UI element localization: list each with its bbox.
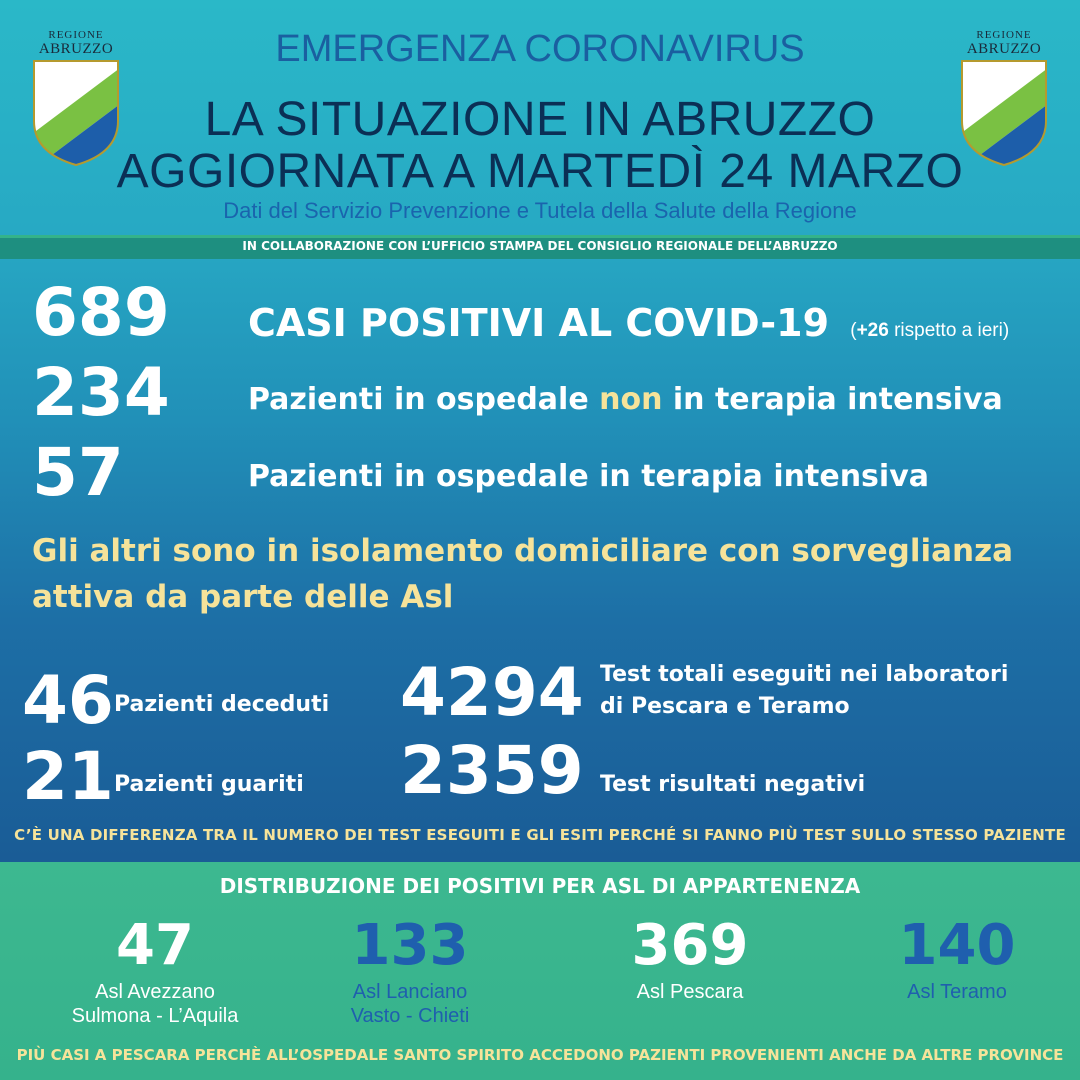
isolamento-line-1: Gli altri sono in isolamento domiciliare con sorveglianza [32,533,1014,569]
asl-count: 140 [898,913,1016,978]
deceduti-number: 46 [22,662,114,739]
asl-card-lanciano [305,913,515,1028]
asl-card-avezzano [50,913,260,1028]
asl-card-pescara [585,913,795,1004]
asl-name-line-1: Asl Lanciano [352,981,468,1003]
collaboration-text: IN COLLABORAZIONE CON L’UFFICIO STAMPA DEL CONSIGLIO REGIONALE DELL’ABRUZZO [242,239,838,253]
logo-text-regione: REGIONE [48,29,104,41]
ospedale-label-non: non [599,382,663,417]
positivi-row [248,301,1010,345]
ospedale-number: 234 [32,354,170,431]
coat-of-arms-icon [28,57,124,169]
asl-name-line-2: Vasto - Chieti [350,1005,470,1027]
asl-name-line-1: Asl Avezzano [95,981,215,1003]
asl-count: 369 [631,913,749,978]
logo-text-regione: REGIONE [976,29,1032,41]
regione-abruzzo-logo-left [28,30,124,178]
asl-name-line-2: Sulmona - L’Aquila [71,1005,239,1027]
test-totali-label-1: Test totali eseguiti nei laboratori [600,662,1009,687]
test-negativi-label: Test risultati negativi [600,772,866,797]
test-totali-label-2: di Pescara e Teramo [600,694,850,719]
asl-name-line-1: Asl Pescara [636,981,744,1003]
intensiva-label: Pazienti in ospedale in terapia intensiva [248,459,929,494]
logo-text-abruzzo: ABRUZZO [966,40,1042,57]
title-line-1: LA SITUAZIONE IN ABRUZZO [204,93,876,146]
test-totali-number: 4294 [400,654,584,731]
ospedale-label-post: in terapia intensiva [662,382,1003,417]
pescara-footer-note: PIÙ CASI A PESCARA PERCHÈ ALL’OSPEDALE SANTO SPIRITO ACCEDONO PAZIENTI PROVENIENTI ANCHE DA ALTRE PROVINCE [16,1046,1064,1064]
logo-text-abruzzo: ABRUZZO [38,40,114,57]
regione-abruzzo-logo-right [956,30,1052,178]
guariti-number: 21 [22,738,114,815]
asl-count: 133 [351,913,469,978]
delta-value: +26 [856,320,889,341]
coat-of-arms-icon [956,57,1052,169]
deceduti-label: Pazienti deceduti [114,692,330,717]
delta-open: ( [850,320,857,341]
delta-note [850,320,1009,341]
asl-name-line-1: Asl Teramo [907,981,1007,1003]
ospedale-row [248,382,1003,417]
ospedale-label-pre: Pazienti in ospedale [248,382,600,417]
test-negativi-number: 2359 [400,732,584,809]
test-difference-note: C’È UNA DIFFERENZA TRA IL NUMERO DEI TEST ESEGUITI E GLI ESITI PERCHÉ SI FANNO PIÙ TEST SULLO STESSO PAZIENTE [14,826,1066,844]
asl-count: 47 [116,913,194,978]
distribution-title: DISTRIBUZIONE DEI POSITIVI PER ASL DI APPARTENENZA [219,874,861,898]
subtitle: Dati del Servizio Prevenzione e Tutela della Salute della Regione [223,198,857,223]
guariti-label: Pazienti guariti [114,772,304,797]
emergency-heading: EMERGENZA CORONAVIRUS [275,28,805,70]
isolamento-line-2: attiva da parte delle Asl [32,579,454,615]
asl-card-teramo [852,913,1062,1004]
positivi-label: CASI POSITIVI AL COVID-19 [248,301,830,345]
delta-rest: rispetto a ieri) [888,320,1010,341]
positivi-number: 689 [32,274,170,351]
title-line-2: AGGIORNATA A MARTEDÌ 24 MARZO [116,145,964,198]
intensiva-number: 57 [32,434,124,511]
